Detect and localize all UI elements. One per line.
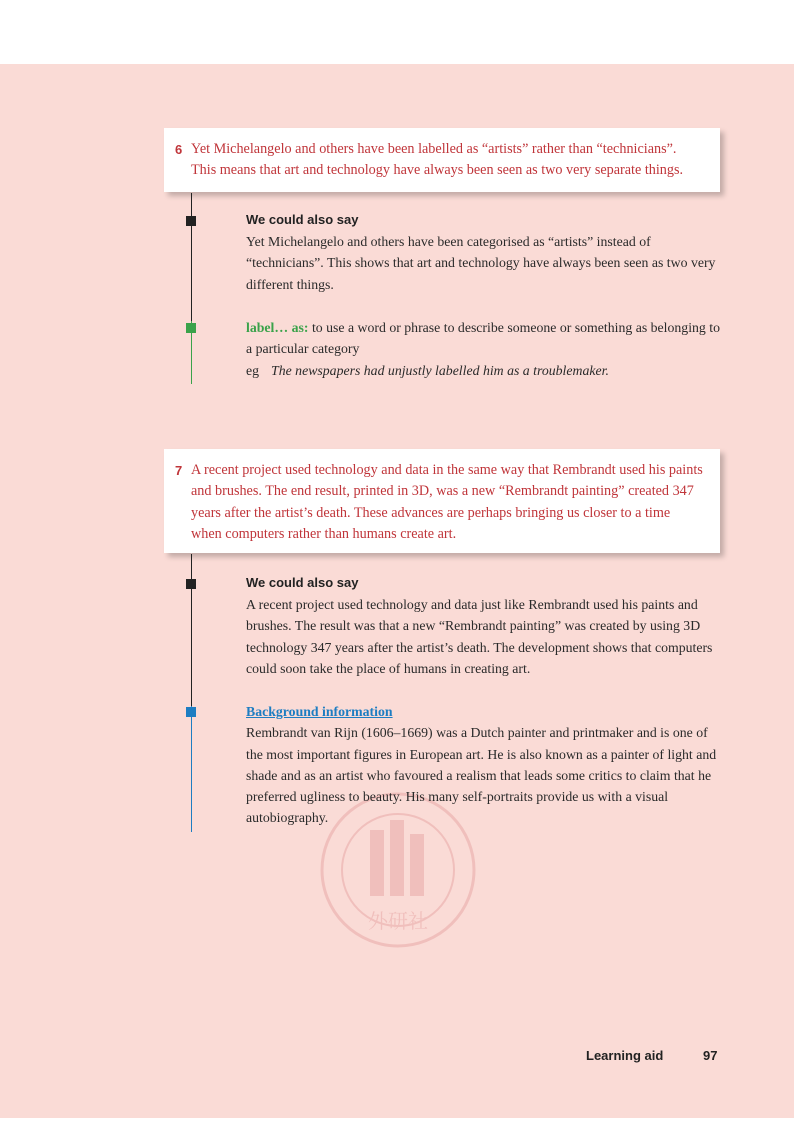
svg-text:外研社: 外研社 <box>368 909 428 933</box>
quote-number: 6 <box>175 142 183 157</box>
also-say-text: A recent project used technology and data just like Rembrandt used his paints and brushes. The result was that a new “Rembrandt painting” was created by using 3D technology 347 years after the artist’s death. The development shows that computers could soon take the place of humans in creating art. <box>246 597 713 676</box>
timeline-marker-green <box>186 323 196 333</box>
page-background-band <box>0 64 794 1118</box>
timeline-line-dark <box>191 554 192 706</box>
timeline-line-blue <box>191 706 192 832</box>
background-info <box>246 701 726 829</box>
vocabulary-definition: to use a word or phrase to describe someone or something as belonging to a particular category <box>246 320 721 357</box>
timeline-marker-blue <box>186 707 196 717</box>
quote-box-6 <box>164 128 720 192</box>
quote-number: 7 <box>175 463 183 478</box>
example-label: eg <box>246 362 260 378</box>
also-say-heading: We could also say <box>246 212 359 227</box>
footer-section-label: Learning aid <box>586 1048 664 1063</box>
quote-box-7 <box>164 449 720 553</box>
vocabulary-term: label… as: <box>246 320 309 335</box>
background-info-text: Rembrandt van Rijn (1606–1669) was a Dutch painter and printmaker and is one of the most important figures in European art. He is also known as a painter of light and shade and as an artist who favoured a realism that leads some critics to claim that he preferred ugliness to beauty. His many self-portraits provide us with a visual autobiography. <box>246 725 717 826</box>
timeline-line-dark <box>191 193 192 321</box>
vocabulary-entry <box>246 317 726 381</box>
also-say-heading: We could also say <box>246 575 359 590</box>
quote-text: Yet Michelangelo and others have been labelled as “artists” rather than “technicians”. This means that art and technology have always been seen as two very separate things. <box>191 141 684 179</box>
example-sentence: The newspapers had unjustly labelled him as a troublemaker. <box>271 362 609 378</box>
background-info-title: Background information <box>246 704 393 719</box>
also-say-text: Yet Michelangelo and others have been categorised as “artists” instead of “technicians”. This shows that art and technology have always been seen as two very different things. <box>246 234 716 292</box>
timeline-marker-dark <box>186 216 196 226</box>
quote-text: A recent project used technology and data in the same way that Rembrandt used his paints and brushes. The end result, printed in 3D, was a new “Rembrandt painting” created 347 years after the artist’s death. These advances are perhaps bringing us closer to a time when computers rather than humans create art. <box>191 462 703 542</box>
timeline-marker-dark <box>186 579 196 589</box>
page-number: 97 <box>703 1048 718 1063</box>
